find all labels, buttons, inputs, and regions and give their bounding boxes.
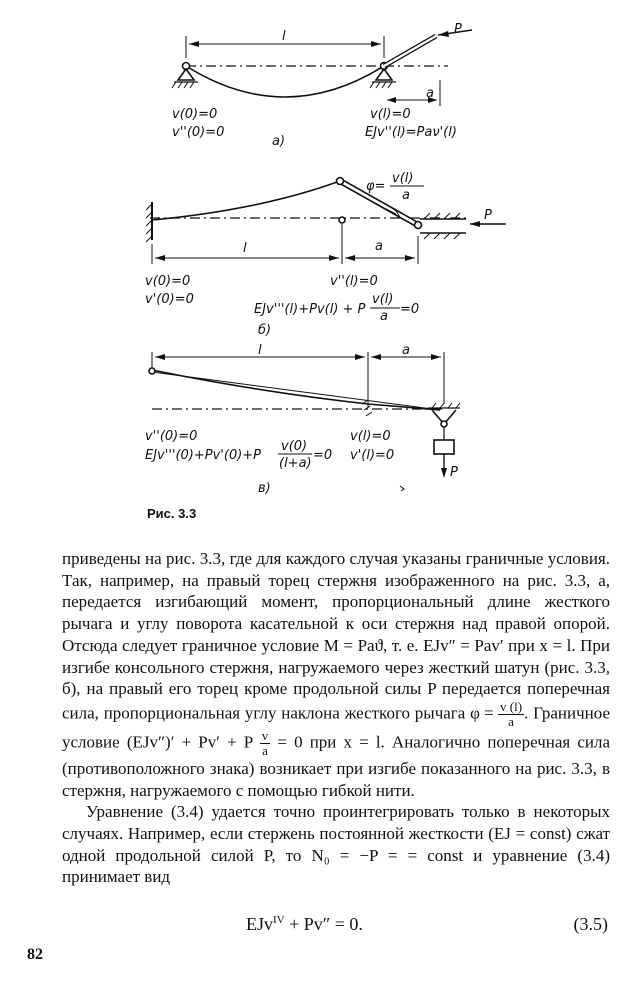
- paragraph-1-text-c: = 0 при x = l. Аналогично поперечная сила (противоположного знака) возникает при изгибе показанного на рис. 3.3, в стержня, нагружаемого с помощью гибкой нити.: [62, 732, 610, 800]
- angle-num-b: v(l): [392, 171, 414, 186]
- bc-b-shear-end: =0: [400, 302, 420, 317]
- bc-b-shear-num: v(l): [372, 292, 394, 307]
- paragraph-1: [62, 548, 610, 801]
- force-label-a: P: [454, 22, 462, 37]
- eq-lhs: EJv: [246, 914, 273, 934]
- v-over-a-fraction: [260, 729, 271, 758]
- bc-a-right-2: EJv''(l)=Paν'(l): [365, 125, 457, 140]
- span-label-b: l: [243, 241, 247, 256]
- eq-rhs: + Pv″ = 0.: [284, 914, 363, 934]
- frac2-num: v: [261, 727, 269, 743]
- equation-3-5: [62, 914, 610, 940]
- bc-b-right: v''(l)=0: [330, 274, 378, 289]
- bc-b-shear: EJv'''(l)+Pv(l) + P: [254, 302, 366, 317]
- page-number: 82: [27, 946, 43, 963]
- bc-a-left-1: v(0)=0: [172, 107, 218, 122]
- phi-formula: [470, 700, 524, 729]
- span-label-c: l: [258, 343, 262, 358]
- body-text: [62, 548, 610, 888]
- bc-c-left-2: EJv'''(0)+Pv'(0)+P: [145, 448, 262, 463]
- bc-c-right-1: v(l)=0: [350, 429, 391, 444]
- bc-a-left-2: v''(0)=0: [172, 125, 225, 140]
- part-c-label: в): [258, 481, 271, 496]
- bc-c-left-2-num: v(0): [281, 439, 308, 454]
- eq-sup: IV: [273, 914, 285, 926]
- bc-c-left-2-end: =0: [313, 448, 333, 463]
- bc-b-shear-den: a: [380, 309, 388, 324]
- bc-c-right-2: v'(l)=0: [350, 448, 395, 463]
- paragraph-1-text-b: . Граничное условие (EJv″)′ + Pv′ + P: [62, 703, 611, 752]
- lever-label-b: a: [375, 239, 383, 254]
- bc-b-left-2: v'(0)=0: [145, 292, 194, 307]
- bc-a-right-1: v(l)=0: [370, 107, 411, 122]
- force-label-c: P: [450, 465, 458, 480]
- bc-b-left-1: v(0)=0: [145, 274, 191, 289]
- equation-body: [246, 914, 363, 935]
- part-b-label: б): [258, 323, 272, 338]
- paragraph-2: Уравнение (3.4) удается точно проинтегрировать только в некоторых случаях. Например, если стержень постоянной жесткости (EJ = const) сжат одной продольной силой P, то N₀ = −P = = const и уравнение (3.4) принимает вид: [62, 802, 610, 887]
- angle-den-b: a: [402, 188, 410, 203]
- lever-label-c: a: [402, 343, 410, 358]
- lever-label-a: a: [426, 86, 434, 101]
- part-a-label: а): [272, 134, 286, 149]
- span-label-a: l: [282, 29, 286, 44]
- figure-caption: Рис. 3.3: [147, 506, 197, 521]
- phi-lhs: φ =: [470, 703, 494, 723]
- phi-fraction: [498, 700, 524, 729]
- equation-number: (3.5): [573, 914, 608, 934]
- bc-c-left-1: v''(0)=0: [145, 429, 198, 444]
- phi-num: v (l): [500, 698, 523, 714]
- bc-c-left-2-den: (l+a): [279, 456, 312, 471]
- paragraph-1-text: приведены на рис. 3.3, где для каждого случая указаны граничные условия. Так, например, на правый торец стержня изображенного на рис. 3.3, а, передается изгибающий момент, пропорциональный длине жесткого рычага и углу поворота касательной к оси стержня над правой опорой. Отсюда следует граничное условие M = Paϑ, т. е. EJv″ = Pav′ при x = l. При изгибе консольного стержня, нагружаемого через жесткий шатун (рис. 3.3, б), на правый его торец кроме продольной силы P передается поперечная сила, пропорциональная углу наклона жесткого рычага: [62, 549, 610, 723]
- force-label-b: P: [484, 208, 492, 223]
- frac2-den: a: [262, 742, 268, 758]
- phi-den: a: [508, 713, 514, 729]
- angle-label-b: φ=: [366, 179, 386, 194]
